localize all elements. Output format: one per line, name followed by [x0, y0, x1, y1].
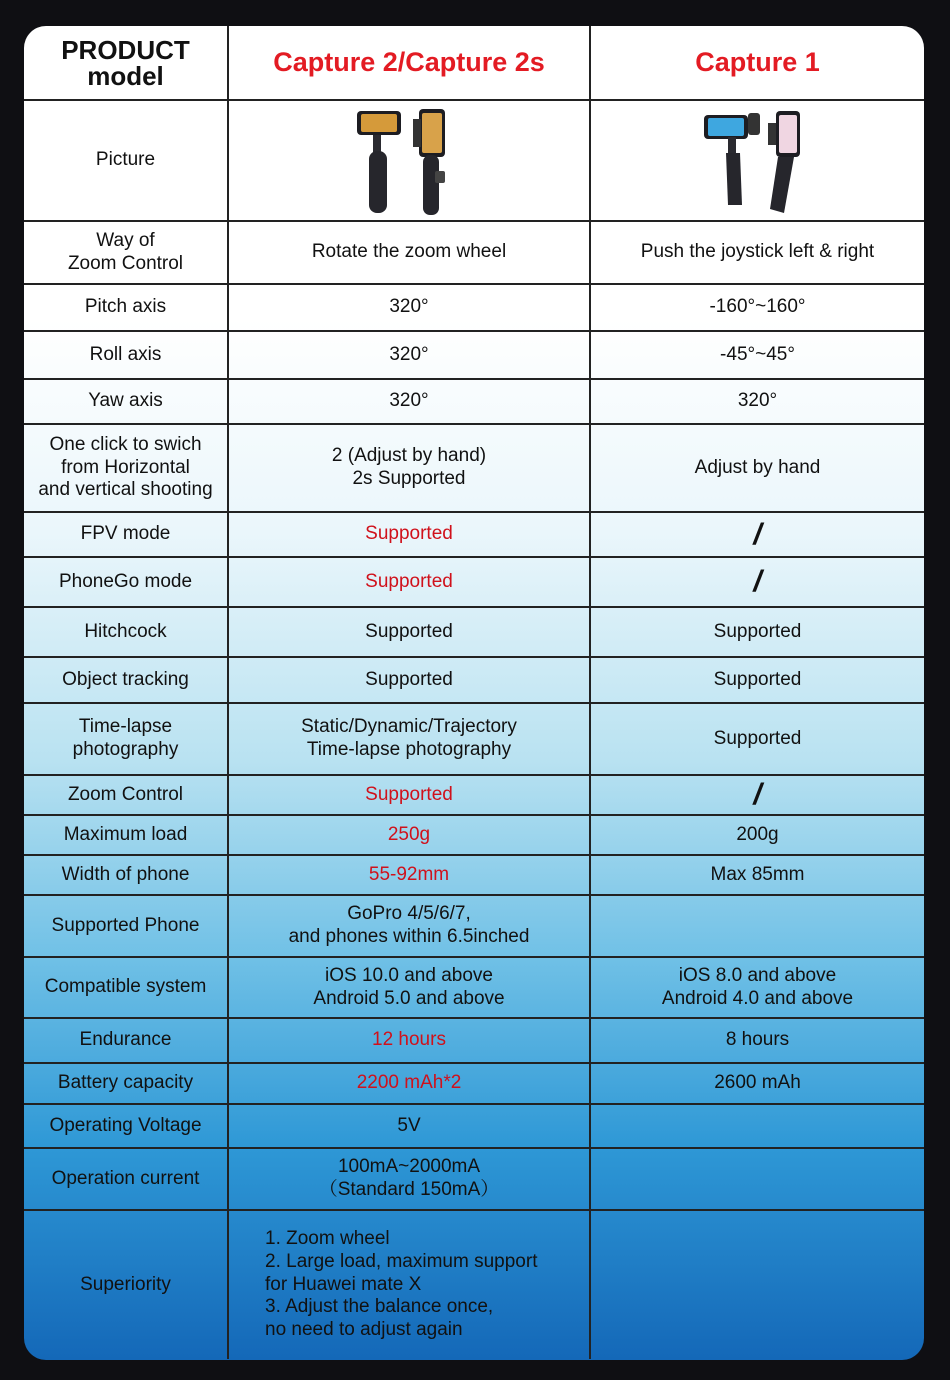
row-label-object-tracking: Object tracking — [24, 658, 229, 704]
capture2-superiority: 1. Zoom wheel 2. Large load, maximum support for Huawei mate X 3. Adjust the balance once, no need to adjust again — [229, 1211, 591, 1359]
row-label-phonego-mode: PhoneGo mode — [24, 558, 229, 608]
capture1-pitch-axis: -160°~160° — [591, 285, 924, 332]
capture1-orientation-switch: Adjust by hand — [591, 425, 924, 513]
capture1-yaw-axis: 320° — [591, 380, 924, 425]
capture2-hitchcock: Supported — [229, 608, 591, 658]
comparison-card — [24, 26, 924, 1360]
capture2-battery-capacity: 2200 mAh*2 — [229, 1064, 591, 1105]
row-label-battery-capacity: Battery capacity — [24, 1064, 229, 1105]
capture2-endurance: 12 hours — [229, 1019, 591, 1064]
capture1-fpv-mode: / — [591, 513, 924, 558]
capture2-orientation-switch: 2 (Adjust by hand) 2s Supported — [229, 425, 591, 513]
row-label-fpv-mode: FPV mode — [24, 513, 229, 558]
header-product-capture1: Capture 1 — [591, 26, 924, 101]
capture1-max-load: 200g — [591, 816, 924, 856]
capture1-hitchcock: Supported — [591, 608, 924, 658]
row-label-yaw-axis: Yaw axis — [24, 380, 229, 425]
capture2-image — [229, 101, 591, 222]
capture2-operation-current: 100mA~2000mA （Standard 150mA） — [229, 1149, 591, 1211]
gimbal-capture2-icon — [349, 105, 469, 217]
capture1-phone-width: Max 85mm — [591, 856, 924, 896]
row-label-operating-voltage: Operating Voltage — [24, 1105, 229, 1149]
capture1-timelapse: Supported — [591, 704, 924, 776]
row-label-pitch-axis: Pitch axis — [24, 285, 229, 332]
row-label-roll-axis: Roll axis — [24, 332, 229, 380]
capture2-phonego-mode: Supported — [229, 558, 591, 608]
row-label-endurance: Endurance — [24, 1019, 229, 1064]
capture1-operation-current — [591, 1149, 924, 1211]
capture1-superiority — [591, 1211, 924, 1359]
capture2-compatible-system: iOS 10.0 and above Android 5.0 and above — [229, 958, 591, 1019]
row-label-superiority: Superiority — [24, 1211, 229, 1359]
capture1-operating-voltage — [591, 1105, 924, 1149]
row-label-timelapse: Time-lapse photography — [24, 704, 229, 776]
row-label-zoom-way: Way of Zoom Control — [24, 222, 229, 285]
row-label-compatible-system: Compatible system — [24, 958, 229, 1019]
capture1-object-tracking: Supported — [591, 658, 924, 704]
header-model-label: PRODUCT model — [24, 26, 229, 101]
capture2-operating-voltage: 5V — [229, 1105, 591, 1149]
row-label-zoom-control: Zoom Control — [24, 776, 229, 816]
capture1-supported-phone — [591, 896, 924, 958]
capture2-roll-axis: 320° — [229, 332, 591, 380]
row-label-hitchcock: Hitchcock — [24, 608, 229, 658]
capture2-zoom-way: Rotate the zoom wheel — [229, 222, 591, 285]
capture2-fpv-mode: Supported — [229, 513, 591, 558]
capture1-battery-capacity: 2600 mAh — [591, 1064, 924, 1105]
row-label-max-load: Maximum load — [24, 816, 229, 856]
header-product-capture2: Capture 2/Capture 2s — [229, 26, 591, 101]
capture1-zoom-way: Push the joystick left & right — [591, 222, 924, 285]
capture2-timelapse: Static/Dynamic/Trajectory Time-lapse photography — [229, 704, 591, 776]
capture2-supported-phone: GoPro 4/5/6/7, and phones within 6.5inched — [229, 896, 591, 958]
capture1-image — [591, 101, 924, 222]
capture2-max-load: 250g — [229, 816, 591, 856]
picture-label: Picture — [24, 101, 229, 222]
capture2-pitch-axis: 320° — [229, 285, 591, 332]
gimbal-capture1-icon — [698, 105, 818, 217]
capture1-endurance: 8 hours — [591, 1019, 924, 1064]
row-label-phone-width: Width of phone — [24, 856, 229, 896]
capture2-zoom-control: Supported — [229, 776, 591, 816]
capture1-zoom-control: / — [591, 776, 924, 816]
capture1-roll-axis: -45°~45° — [591, 332, 924, 380]
capture2-yaw-axis: 320° — [229, 380, 591, 425]
row-label-orientation-switch: One click to swich from Horizontal and vertical shooting — [24, 425, 229, 513]
comparison-table — [24, 26, 924, 1360]
capture2-object-tracking: Supported — [229, 658, 591, 704]
capture1-phonego-mode: / — [591, 558, 924, 608]
row-label-operation-current: Operation current — [24, 1149, 229, 1211]
capture2-phone-width: 55-92mm — [229, 856, 591, 896]
row-label-supported-phone: Supported Phone — [24, 896, 229, 958]
capture1-compatible-system: iOS 8.0 and above Android 4.0 and above — [591, 958, 924, 1019]
